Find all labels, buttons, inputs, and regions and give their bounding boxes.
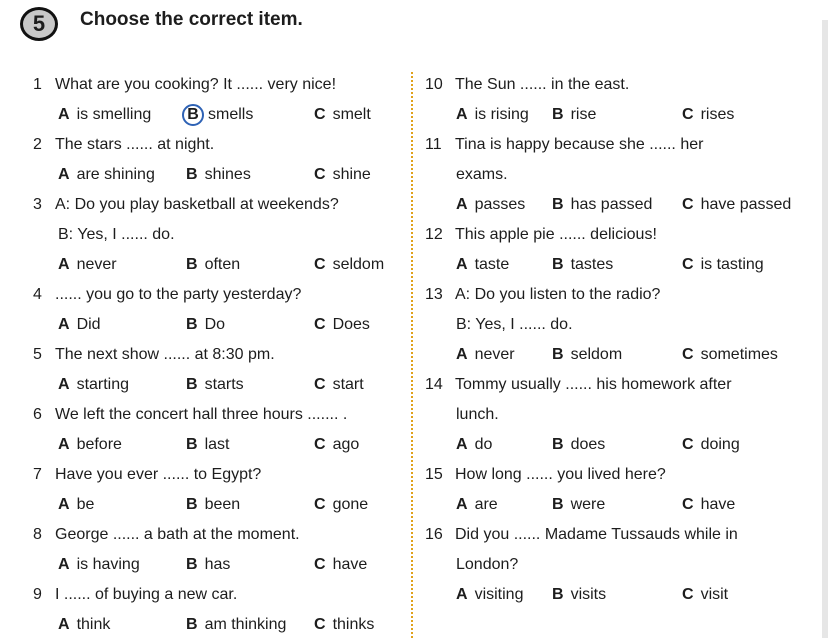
answer-letter: A [58, 106, 70, 123]
answer-option-c[interactable] [314, 370, 364, 400]
question-text: ...... you go to the party yesterday? [55, 286, 302, 303]
answer-option-a[interactable] [456, 190, 525, 220]
answer-letter: C [314, 106, 326, 123]
answer-letter: B [186, 376, 198, 393]
answer-letter: A [58, 616, 70, 633]
answer-letter: C [314, 376, 326, 393]
answer-text: is having [76, 556, 140, 573]
answer-letter: B [186, 316, 198, 333]
answer-option-b[interactable] [186, 370, 244, 400]
question-number: 1 [33, 76, 42, 93]
question-number: 11 [425, 136, 442, 153]
answer-option-b[interactable] [552, 430, 605, 460]
question-text: How long ...... you lived here? [455, 466, 666, 483]
answer-option-c[interactable] [682, 580, 728, 610]
question-number: 7 [33, 466, 42, 483]
answer-option-c[interactable] [682, 430, 740, 460]
answer-text: have [700, 496, 736, 513]
answer-option-b[interactable] [552, 490, 605, 520]
answer-text: visiting [474, 586, 524, 603]
question-1 [33, 70, 336, 100]
answer-text: shines [204, 166, 251, 183]
answer-text: Do [204, 316, 226, 333]
answer-text: shine [332, 166, 371, 183]
answer-text: smells [208, 106, 254, 123]
answer-letter: C [682, 346, 694, 363]
question-text: Have you ever ...... to Egypt? [55, 466, 262, 483]
answer-text: before [76, 436, 122, 453]
answer-option-b[interactable] [186, 160, 251, 190]
answer-option-b[interactable] [552, 250, 613, 280]
question-8 [33, 520, 300, 550]
answer-option-b[interactable] [186, 610, 286, 640]
answer-letter: B [186, 436, 198, 453]
question-text: A: Do you listen to the radio? [455, 286, 661, 303]
question-text: George ...... a bath at the moment. [55, 526, 300, 543]
answer-option-c[interactable] [314, 490, 368, 520]
answer-letter: C [682, 106, 694, 123]
question-number: 8 [33, 526, 42, 543]
question-number: 5 [33, 346, 42, 363]
answer-letter: A [456, 496, 468, 513]
answer-letter: A [456, 346, 468, 363]
question-5 [33, 340, 275, 370]
answer-text: gone [332, 496, 369, 513]
answer-letter: A [58, 256, 70, 273]
answer-option-a[interactable] [456, 250, 509, 280]
answer-option-c[interactable] [314, 160, 371, 190]
question-text: We left the concert hall three hours ....... . [55, 406, 348, 423]
answer-letter: C [314, 556, 326, 573]
answer-text: tastes [570, 256, 614, 273]
answer-letter: B [186, 256, 198, 273]
question-continuation: London? [456, 556, 519, 573]
answer-text: seldom [332, 256, 385, 273]
answer-letter: C [314, 256, 326, 273]
answer-option-c[interactable] [682, 190, 791, 220]
answer-text: were [570, 496, 606, 513]
question-15 [425, 460, 666, 490]
question-number: 15 [425, 466, 443, 483]
answer-letter: B [186, 556, 198, 573]
answer-option-c[interactable] [682, 100, 734, 130]
answer-letter: C [314, 166, 326, 183]
answer-text: ago [332, 436, 360, 453]
answer-option-a[interactable] [456, 580, 523, 610]
answer-option-a[interactable] [58, 310, 101, 340]
question-text: This apple pie ...... delicious! [455, 226, 657, 243]
question-10 [425, 70, 629, 100]
answer-letter: A [58, 556, 70, 573]
answer-text: start [332, 376, 364, 393]
question-14 [425, 370, 732, 400]
answer-option-b[interactable] [186, 250, 240, 280]
answer-text: rise [570, 106, 597, 123]
answer-text: Does [332, 316, 370, 333]
answer-text: is smelling [76, 106, 152, 123]
answer-option-a[interactable] [58, 430, 122, 460]
answer-text: often [204, 256, 241, 273]
answer-letter: A [456, 106, 468, 123]
answer-letter: C [682, 256, 694, 273]
answer-option-a[interactable] [58, 160, 155, 190]
answer-text: be [76, 496, 95, 513]
answer-letter: B [552, 436, 564, 453]
question-number: 2 [33, 136, 42, 153]
question-text: A: Do you play basketball at weekends? [55, 196, 339, 213]
question-number: 4 [33, 286, 42, 303]
answer-option-a[interactable] [58, 250, 117, 280]
question-12 [425, 220, 657, 250]
answer-letter: A [456, 196, 468, 213]
question-text: What are you cooking? It ...... very nice! [55, 76, 337, 93]
answer-text: think [76, 616, 111, 633]
answer-letter: A [58, 496, 70, 513]
answer-option-b[interactable] [186, 430, 229, 460]
answer-text: starting [76, 376, 130, 393]
question-text: The Sun ...... in the east. [455, 76, 630, 93]
answer-option-c[interactable] [314, 550, 367, 580]
question-continuation: B: Yes, I ...... do. [58, 226, 175, 243]
answer-letter: A [456, 586, 468, 603]
circled-answer-letter: B [182, 104, 204, 126]
answer-letter: C [314, 616, 326, 633]
question-number: 9 [33, 586, 42, 603]
answer-text: has [204, 556, 231, 573]
answer-letter: C [682, 586, 694, 603]
answer-text: last [204, 436, 230, 453]
answer-option-c[interactable] [682, 250, 764, 280]
question-number: 6 [33, 406, 42, 423]
question-continuation: B: Yes, I ...... do. [456, 316, 573, 333]
answer-option-b[interactable] [186, 550, 230, 580]
question-7 [33, 460, 261, 490]
question-3 [33, 190, 339, 220]
answer-option-b[interactable] [552, 190, 652, 220]
column-divider [411, 72, 413, 638]
answer-letter: B [552, 106, 564, 123]
answer-text: passes [474, 196, 526, 213]
answer-text: do [474, 436, 493, 453]
answer-letter: B [552, 586, 564, 603]
answer-letter: B [552, 256, 564, 273]
answer-option-c[interactable] [314, 100, 371, 130]
question-number: 13 [425, 286, 443, 303]
answer-text: am thinking [204, 616, 287, 633]
question-text: Did you ...... Madame Tussauds while in [455, 526, 738, 543]
answer-text: does [570, 436, 606, 453]
answer-text: thinks [332, 616, 375, 633]
exercise-number-badge: 5 [20, 7, 58, 41]
answer-text: visit [700, 586, 729, 603]
answer-letter: A [456, 256, 468, 273]
answer-text: taste [474, 256, 510, 273]
question-2 [33, 130, 214, 160]
answer-letter: A [58, 376, 70, 393]
answer-text: have passed [700, 196, 792, 213]
answer-option-c[interactable] [314, 310, 370, 340]
answer-letter: B [552, 346, 564, 363]
answer-option-b[interactable] [186, 310, 225, 340]
question-number: 12 [425, 226, 443, 243]
answer-option-c[interactable] [682, 490, 735, 520]
question-text: The next show ...... at 8:30 pm. [55, 346, 275, 363]
question-text: I ...... of buying a new car. [55, 586, 238, 603]
answer-letter: A [58, 316, 70, 333]
exercise-title: Choose the correct item. [80, 9, 303, 30]
answer-letter: C [682, 196, 694, 213]
answer-option-a[interactable] [456, 100, 529, 130]
answer-text: are [474, 496, 498, 513]
answer-text: sometimes [700, 346, 778, 363]
question-9 [33, 580, 237, 610]
answer-option-b[interactable] [186, 490, 240, 520]
question-number: 14 [425, 376, 443, 393]
answer-option-a[interactable] [456, 430, 492, 460]
question-16 [425, 520, 738, 550]
answer-letter: B [186, 166, 198, 183]
answer-option-a[interactable] [58, 490, 94, 520]
answer-text: are shining [76, 166, 155, 183]
answer-text: been [204, 496, 241, 513]
question-text: Tina is happy because she ...... her [455, 136, 704, 153]
answer-option-b[interactable] [552, 340, 622, 370]
page-edge [822, 20, 828, 638]
answer-letter: C [314, 316, 326, 333]
answer-letter: B [186, 496, 198, 513]
answer-text: have [332, 556, 368, 573]
answer-text: never [474, 346, 515, 363]
answer-text: starts [204, 376, 244, 393]
question-4 [33, 280, 301, 310]
answer-option-c[interactable] [314, 610, 374, 640]
answer-text: has passed [570, 196, 653, 213]
answer-letter: C [314, 496, 326, 513]
question-number: 16 [425, 526, 443, 543]
answer-option-b[interactable] [186, 100, 253, 130]
answer-text: Did [76, 316, 101, 333]
answer-letter: C [682, 436, 694, 453]
answer-option-a[interactable] [456, 490, 498, 520]
answer-letter: C [682, 496, 694, 513]
answer-letter: A [58, 436, 70, 453]
answer-text: is tasting [700, 256, 764, 273]
answer-option-c[interactable] [314, 430, 359, 460]
answer-letter: C [314, 436, 326, 453]
answer-option-a[interactable] [58, 370, 129, 400]
answer-text: never [76, 256, 117, 273]
question-text: Tommy usually ...... his homework after [455, 376, 732, 393]
question-continuation: exams. [456, 166, 508, 183]
question-number: 3 [33, 196, 42, 213]
answer-text: visits [570, 586, 607, 603]
answer-letter: A [456, 436, 468, 453]
question-13 [425, 280, 660, 310]
answer-letter: B [552, 196, 564, 213]
answer-option-c[interactable] [682, 340, 778, 370]
answer-option-b[interactable] [552, 100, 596, 130]
answer-option-a[interactable] [58, 100, 151, 130]
answer-text: seldom [570, 346, 623, 363]
answer-text: doing [700, 436, 740, 453]
answer-option-a[interactable] [58, 610, 110, 640]
answer-option-c[interactable] [314, 250, 384, 280]
question-number: 10 [425, 76, 443, 93]
answer-option-a[interactable] [58, 550, 140, 580]
answer-letter: B [186, 616, 198, 633]
answer-text: is rising [474, 106, 529, 123]
answer-option-b[interactable] [552, 580, 606, 610]
answer-letter: A [58, 166, 70, 183]
question-6 [33, 400, 347, 430]
question-text: The stars ...... at night. [55, 136, 215, 153]
answer-letter: B [552, 496, 564, 513]
answer-option-a[interactable] [456, 340, 515, 370]
question-continuation: lunch. [456, 406, 499, 423]
answer-text: smelt [332, 106, 371, 123]
answer-text: rises [700, 106, 735, 123]
question-11 [425, 130, 703, 160]
